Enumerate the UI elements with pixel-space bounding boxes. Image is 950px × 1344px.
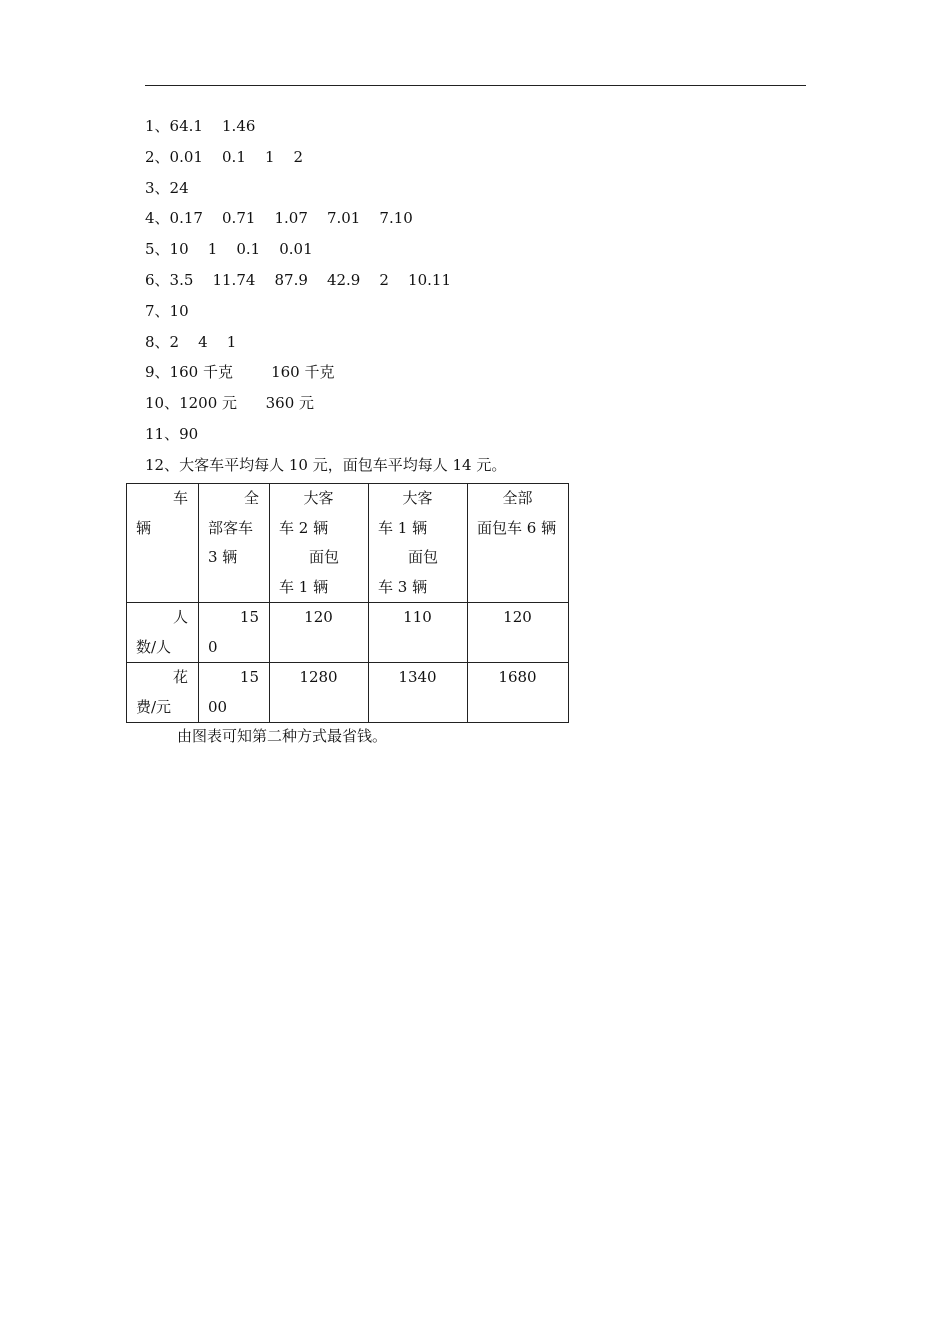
answer-11: 11、90 [145, 424, 199, 443]
answer-10: 10、1200 元 360 元 [145, 394, 315, 413]
table-header-row [127, 484, 569, 603]
answer-1: 1、64.1 1.46 [145, 117, 256, 135]
header-rule [145, 85, 806, 86]
cell-cost-2: 1280 [270, 663, 369, 723]
header-cell-option-2: 大客 车 2 辆 面包 车 1 辆 [270, 484, 369, 603]
cell-people-3: 110 [369, 603, 468, 663]
answer-9: 9、160 千克 160 千克 [145, 363, 335, 382]
conclusion-text: 由图表可知第二种方式最省钱。 [177, 727, 388, 745]
header-cell-vehicle: 车 辆 [127, 484, 199, 603]
header-cell-option-3: 大客 车 1 辆 面包 车 3 辆 [369, 484, 468, 603]
answer-4: 4、0.17 0.71 1.07 7.01 7.10 [145, 209, 413, 228]
cell-cost-3: 1340 [369, 663, 468, 723]
answer-12: 12、大客车平均每人 10 元，面包车平均每人 14 元。 [145, 455, 507, 474]
header-cell-all-bus: 全 部客车 3 辆 [199, 484, 270, 603]
answer-6: 6、3.5 11.74 87.9 42.9 2 10.11 [145, 270, 451, 289]
row-label-people: 人 数/人 [127, 603, 199, 663]
cell-people-2: 120 [270, 603, 369, 663]
table-row-people [127, 603, 569, 663]
answer-2: 2、0.01 0.1 1 2 [145, 147, 304, 166]
cell-cost-1: 15 00 [199, 663, 270, 723]
answer-7: 7、10 [145, 301, 189, 320]
answer-5: 5、10 1 0.1 0.01 [145, 240, 313, 259]
cell-people-4: 120 [468, 603, 569, 663]
cell-people-1: 15 0 [199, 603, 270, 663]
row-label-cost: 花 费/元 [127, 663, 199, 723]
header-cell-all-van: 全部 面包车 6 辆 [468, 484, 569, 603]
vehicle-cost-table [126, 483, 569, 723]
answer-3: 3、24 [145, 178, 189, 197]
answer-8: 8、2 4 1 [145, 332, 237, 351]
answer-list [145, 114, 506, 484]
table-row-cost [127, 663, 569, 723]
cell-cost-4: 1680 [468, 663, 569, 723]
